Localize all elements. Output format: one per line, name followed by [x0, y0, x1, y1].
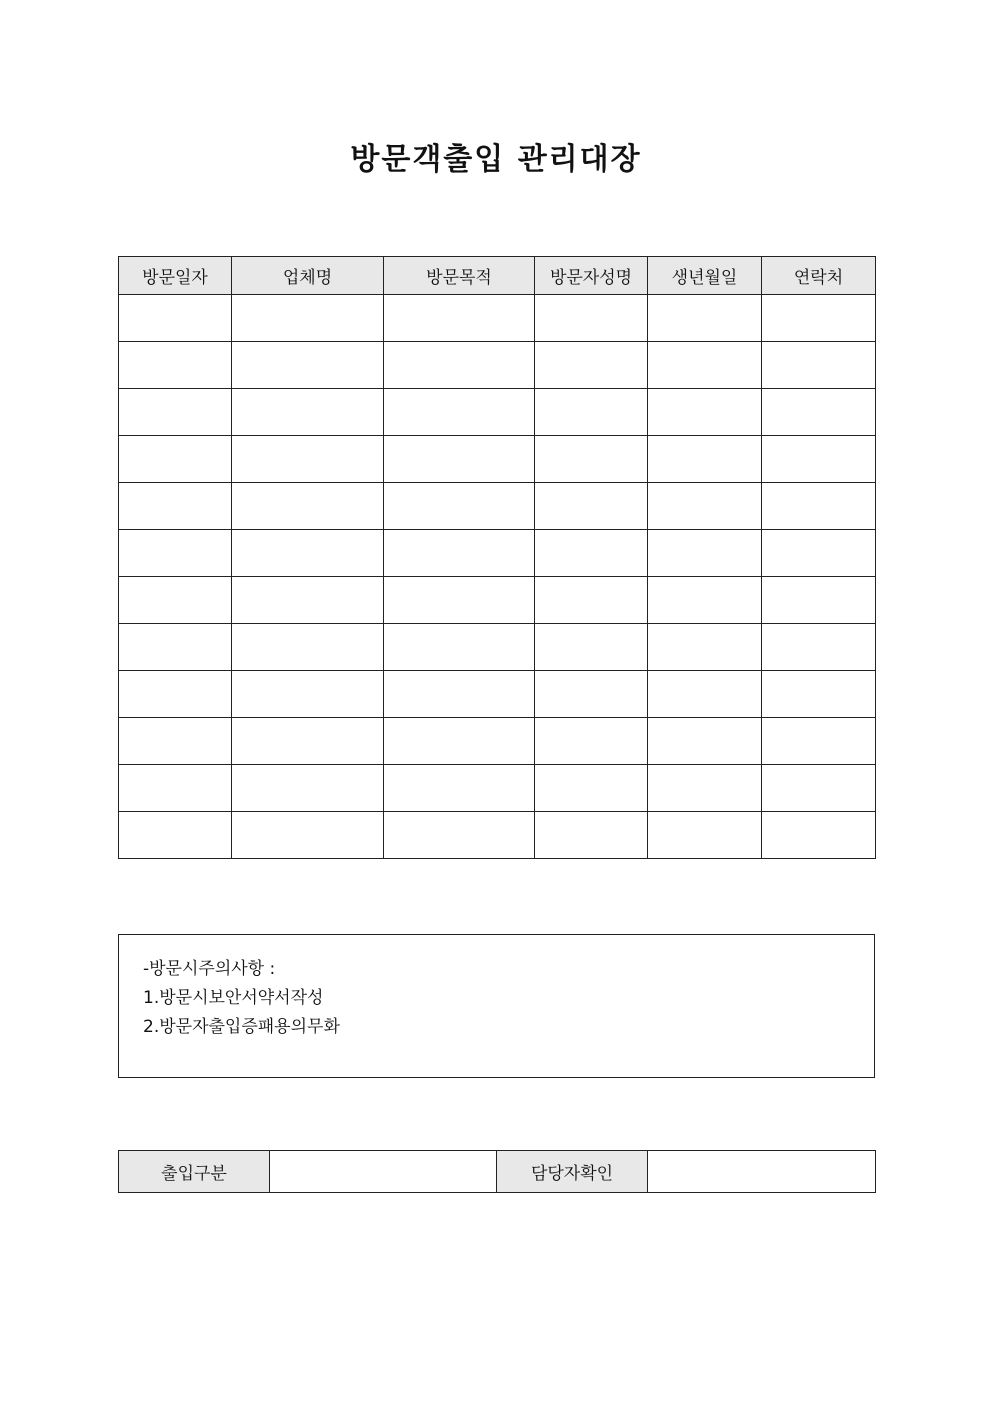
confirmation-row	[119, 1151, 876, 1193]
contact-cell[interactable]	[762, 483, 876, 530]
visitor-name-cell[interactable]	[535, 389, 648, 436]
visitor-name-cell[interactable]	[535, 530, 648, 577]
company-name-cell[interactable]	[232, 577, 384, 624]
visitor-name-cell[interactable]	[535, 812, 648, 859]
visitor-name-cell[interactable]	[535, 718, 648, 765]
visit-date-cell[interactable]	[119, 530, 232, 577]
visit-date-cell[interactable]	[119, 718, 232, 765]
officer-confirm-field[interactable]	[648, 1151, 876, 1193]
visit-date-cell[interactable]	[119, 295, 232, 342]
visit-purpose-cell[interactable]	[384, 389, 535, 436]
visit-date-cell[interactable]	[119, 624, 232, 671]
visit-date-cell[interactable]	[119, 389, 232, 436]
header-birth-date: 생년월일	[648, 257, 762, 295]
header-contact: 연락처	[762, 257, 876, 295]
birth-date-cell[interactable]	[648, 342, 762, 389]
contact-cell[interactable]	[762, 765, 876, 812]
table-row	[119, 530, 876, 577]
birth-date-cell[interactable]	[648, 812, 762, 859]
visitor-log-table	[118, 256, 876, 859]
header-visit-date: 방문일자	[119, 257, 232, 295]
table-row	[119, 295, 876, 342]
visit-date-cell[interactable]	[119, 765, 232, 812]
visit-purpose-cell[interactable]	[384, 295, 535, 342]
visit-date-cell[interactable]	[119, 812, 232, 859]
header-visit-purpose: 방문목적	[384, 257, 535, 295]
notes-heading: -방문시주의사항 :	[143, 959, 276, 979]
visit-date-cell[interactable]	[119, 577, 232, 624]
birth-date-cell[interactable]	[648, 530, 762, 577]
company-name-cell[interactable]	[232, 389, 384, 436]
officer-confirm-label: 담당자확인	[497, 1151, 648, 1193]
log-body	[119, 295, 876, 859]
confirmation-table	[118, 1150, 876, 1193]
birth-date-cell[interactable]	[648, 765, 762, 812]
company-name-cell[interactable]	[232, 718, 384, 765]
visit-purpose-cell[interactable]	[384, 718, 535, 765]
company-name-cell[interactable]	[232, 671, 384, 718]
table-row	[119, 765, 876, 812]
visitor-name-cell[interactable]	[535, 624, 648, 671]
company-name-cell[interactable]	[232, 812, 384, 859]
header-row	[119, 257, 876, 295]
birth-date-cell[interactable]	[648, 389, 762, 436]
visitor-name-cell[interactable]	[535, 436, 648, 483]
contact-cell[interactable]	[762, 389, 876, 436]
company-name-cell[interactable]	[232, 765, 384, 812]
visitor-name-cell[interactable]	[535, 765, 648, 812]
visit-purpose-cell[interactable]	[384, 436, 535, 483]
document-title: 방문객출입 관리대장	[350, 142, 642, 177]
visit-purpose-cell[interactable]	[384, 765, 535, 812]
contact-cell[interactable]	[762, 295, 876, 342]
birth-date-cell[interactable]	[648, 436, 762, 483]
birth-date-cell[interactable]	[648, 718, 762, 765]
contact-cell[interactable]	[762, 812, 876, 859]
company-name-cell[interactable]	[232, 483, 384, 530]
company-name-cell[interactable]	[232, 624, 384, 671]
visitor-name-cell[interactable]	[535, 671, 648, 718]
contact-cell[interactable]	[762, 436, 876, 483]
table-row	[119, 342, 876, 389]
notes-item: 2.방문자출입증패용의무화	[143, 1017, 340, 1037]
visitor-name-cell[interactable]	[535, 577, 648, 624]
company-name-cell[interactable]	[232, 342, 384, 389]
table-row	[119, 718, 876, 765]
visit-date-cell[interactable]	[119, 342, 232, 389]
entry-type-label: 출입구분	[119, 1151, 270, 1193]
table-row	[119, 671, 876, 718]
birth-date-cell[interactable]	[648, 295, 762, 342]
visit-purpose-cell[interactable]	[384, 624, 535, 671]
visitor-name-cell[interactable]	[535, 295, 648, 342]
table-row	[119, 624, 876, 671]
visitor-name-cell[interactable]	[535, 342, 648, 389]
table-row	[119, 483, 876, 530]
table-row	[119, 577, 876, 624]
contact-cell[interactable]	[762, 530, 876, 577]
visit-purpose-cell[interactable]	[384, 342, 535, 389]
visit-date-cell[interactable]	[119, 671, 232, 718]
visitor-name-cell[interactable]	[535, 483, 648, 530]
notes-item: 1.방문시보안서약서작성	[143, 988, 324, 1008]
table-row	[119, 436, 876, 483]
contact-cell[interactable]	[762, 577, 876, 624]
birth-date-cell[interactable]	[648, 671, 762, 718]
visit-purpose-cell[interactable]	[384, 671, 535, 718]
visit-purpose-cell[interactable]	[384, 812, 535, 859]
visit-purpose-cell[interactable]	[384, 530, 535, 577]
notes-box	[118, 934, 875, 1078]
visit-purpose-cell[interactable]	[384, 483, 535, 530]
birth-date-cell[interactable]	[648, 624, 762, 671]
visit-purpose-cell[interactable]	[384, 577, 535, 624]
contact-cell[interactable]	[762, 624, 876, 671]
company-name-cell[interactable]	[232, 295, 384, 342]
contact-cell[interactable]	[762, 342, 876, 389]
visit-date-cell[interactable]	[119, 436, 232, 483]
visit-date-cell[interactable]	[119, 483, 232, 530]
header-company-name: 업체명	[232, 257, 384, 295]
birth-date-cell[interactable]	[648, 577, 762, 624]
header-visitor-name: 방문자성명	[535, 257, 648, 295]
company-name-cell[interactable]	[232, 436, 384, 483]
contact-cell[interactable]	[762, 718, 876, 765]
birth-date-cell[interactable]	[648, 483, 762, 530]
table-row	[119, 812, 876, 859]
contact-cell[interactable]	[762, 671, 876, 718]
table-row	[119, 389, 876, 436]
company-name-cell[interactable]	[232, 530, 384, 577]
entry-type-field[interactable]	[270, 1151, 497, 1193]
